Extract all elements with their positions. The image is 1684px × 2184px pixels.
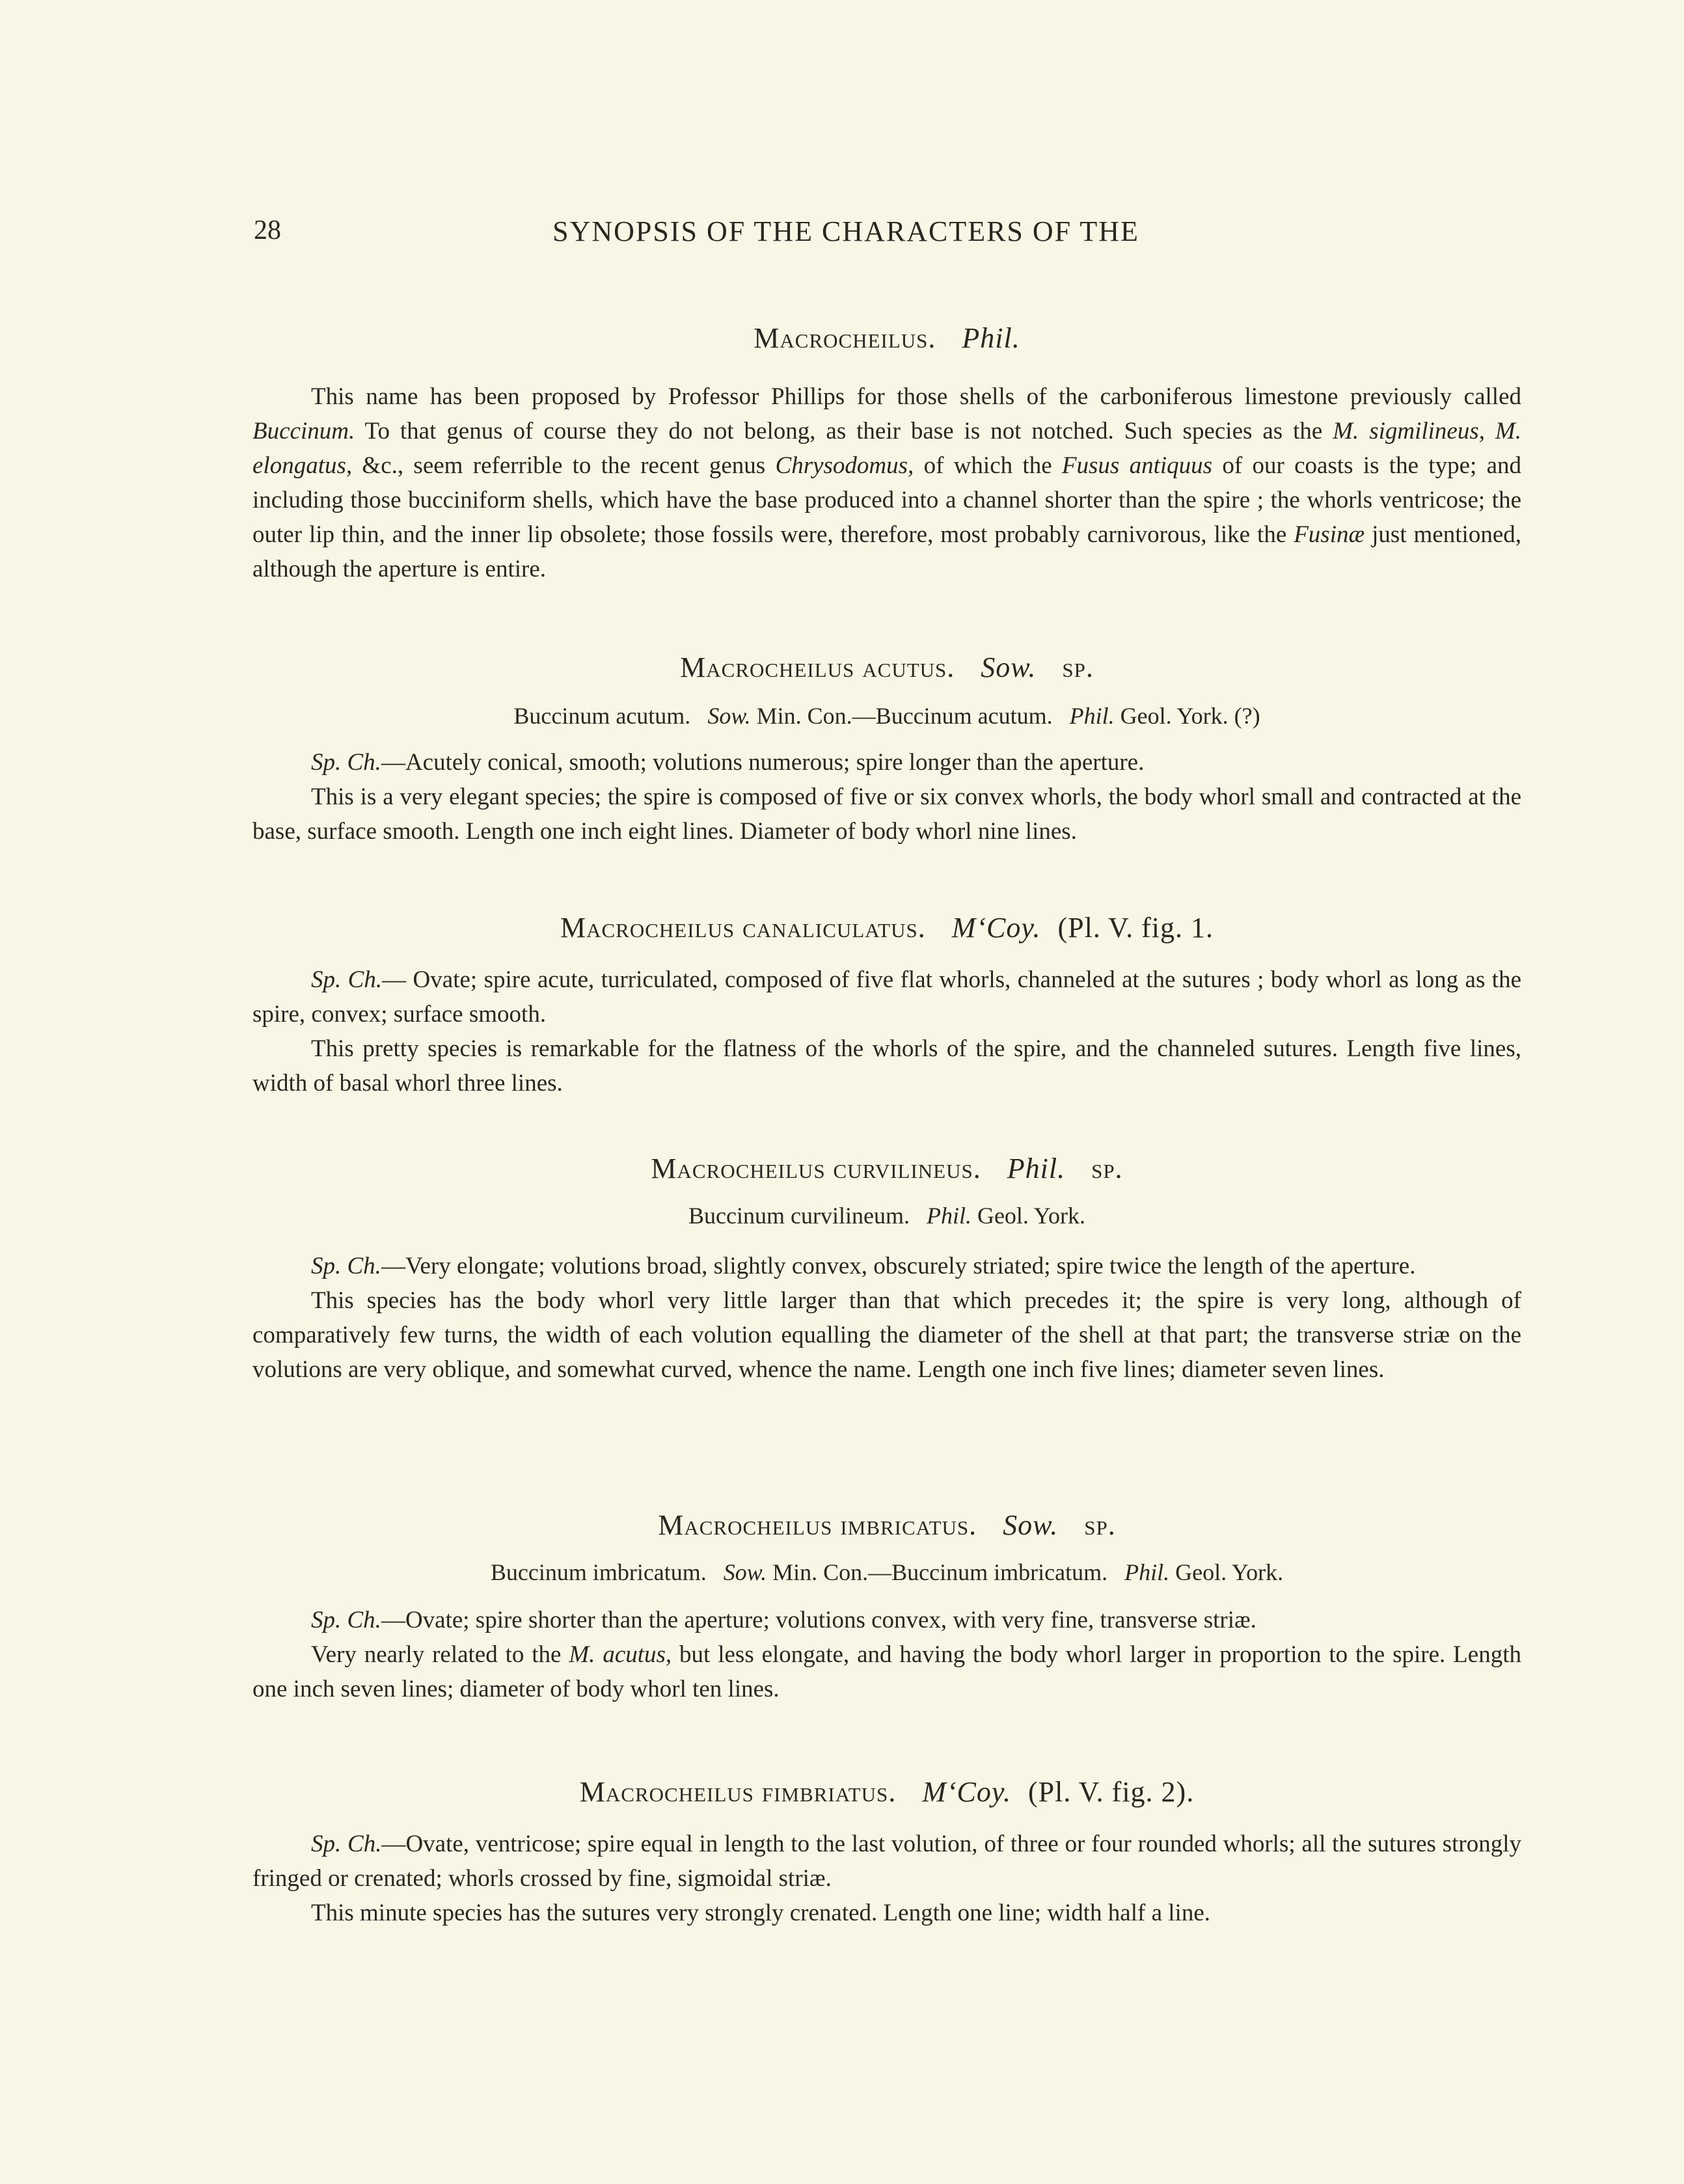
synonymy: Buccinum curvilineum. Phil. Geol. York. bbox=[688, 1203, 1085, 1229]
specific-characters: Sp. Ch.—Ovate; spire shorter than the aperture; volutions convex, with very fine, transverse striæ. bbox=[311, 1607, 1256, 1633]
species-heading: Macrocheilus curvilineus. Phil. sp. bbox=[651, 1153, 1123, 1184]
species-heading: Macrocheilus acutus. Sow. sp. bbox=[680, 651, 1094, 683]
synonymy: Buccinum imbricatum. Sow. Min. Con.—Buccinum imbricatum. Phil. Geol. York. bbox=[490, 1559, 1284, 1585]
genus-description: This name has been proposed by Professor Phillips for those shells of the carboniferous limestone previously called Buccinum. To that genus of course they do not belong, as their base is not notched. Such species as the M. sigmilineus, M. elongatus, &c., seem referrible to the recent genus Chrysodomus, of which the Fusus antiquus of our coasts is the type; and including those bucciniform shells, which have the base produced into a channel shorter than the spire ; the whorls ventricose; the outer lip thin, and the inner lip obsolete; those fossils were, therefore, most probably carnivorous, like the Fusinæ just mentioned, although the aperture is entire. bbox=[252, 383, 1522, 582]
species-description: This minute species has the sutures very strongly crenated. Length one line; width half a line. bbox=[311, 1900, 1210, 1926]
synonymy: Buccinum acutum. Sow. Min. Con.—Buccinum acutum. Phil. Geol. York. (?) bbox=[513, 703, 1260, 729]
species-entry bbox=[252, 1508, 1521, 1706]
specific-characters: Sp. Ch.—Very elongate; volutions broad, slightly convex, obscurely striated; spire twice the length of the aperture. bbox=[311, 1253, 1416, 1279]
species-entry bbox=[252, 1775, 1521, 1930]
page-number: 28 bbox=[254, 215, 281, 245]
species-entry bbox=[252, 911, 1521, 1100]
specific-characters: Sp. Ch.—Acutely conical, smooth; volutions numerous; spire longer than the aperture. bbox=[311, 749, 1145, 776]
species-heading: Macrocheilus imbricatus. Sow. sp. bbox=[658, 1509, 1116, 1541]
species-description: This species has the body whorl very little larger than that which precedes it; the spire is very long, although of comparatively few turns, the width of each volution equalling the diameter of the shell at that part; the transverse striæ on the volutions are very oblique, and somewhat curved, whence the name. Length one inch five lines; diameter seven lines. bbox=[252, 1287, 1521, 1383]
running-title: SYNOPSIS OF THE CHARACTERS OF THE bbox=[552, 215, 1139, 247]
genus-author: Phil. bbox=[962, 322, 1020, 354]
genus-section bbox=[252, 321, 1521, 586]
genus-heading bbox=[252, 321, 1521, 355]
species-description: Very nearly related to the M. acutus, but less elongate, and having the body whorl larger in proportion to the spire. Length one inch seven lines; diameter of body whorl ten lines. bbox=[252, 1641, 1521, 1702]
specific-characters: Sp. Ch.—Ovate, ventricose; spire equal in length to the last volution, of three or four rounded whorls; all the sutures strongly fringed or crenated; whorls crossed by fine, sigmoidal striæ. bbox=[252, 1831, 1521, 1892]
species-description: This pretty species is remarkable for the flatness of the whorls of the spire, and the channeled sutures. Length five lines, width of basal whorl three lines. bbox=[252, 1035, 1521, 1097]
genus-name: Macrocheilus. bbox=[754, 322, 936, 354]
species-heading: Macrocheilus canaliculatus. M‘Coy. (Pl. V. fig. 1. bbox=[560, 912, 1214, 944]
running-head bbox=[254, 215, 1438, 254]
species-entry bbox=[252, 1152, 1521, 1387]
species-description: This is a very elegant species; the spire is composed of five or six convex whorls, the body whorl small and contracted at the base, surface smooth. Length one inch eight lines. Diameter of body whorl nine lines. bbox=[252, 784, 1521, 845]
species-entry bbox=[252, 651, 1521, 849]
specific-characters: Sp. Ch.— Ovate; spire acute, turriculated, composed of five flat whorls, channeled at the sutures ; body whorl as long as the spire, convex; surface smooth. bbox=[252, 966, 1521, 1028]
species-heading: Macrocheilus fimbriatus. M‘Coy. (Pl. V. fig. 2). bbox=[579, 1776, 1195, 1808]
